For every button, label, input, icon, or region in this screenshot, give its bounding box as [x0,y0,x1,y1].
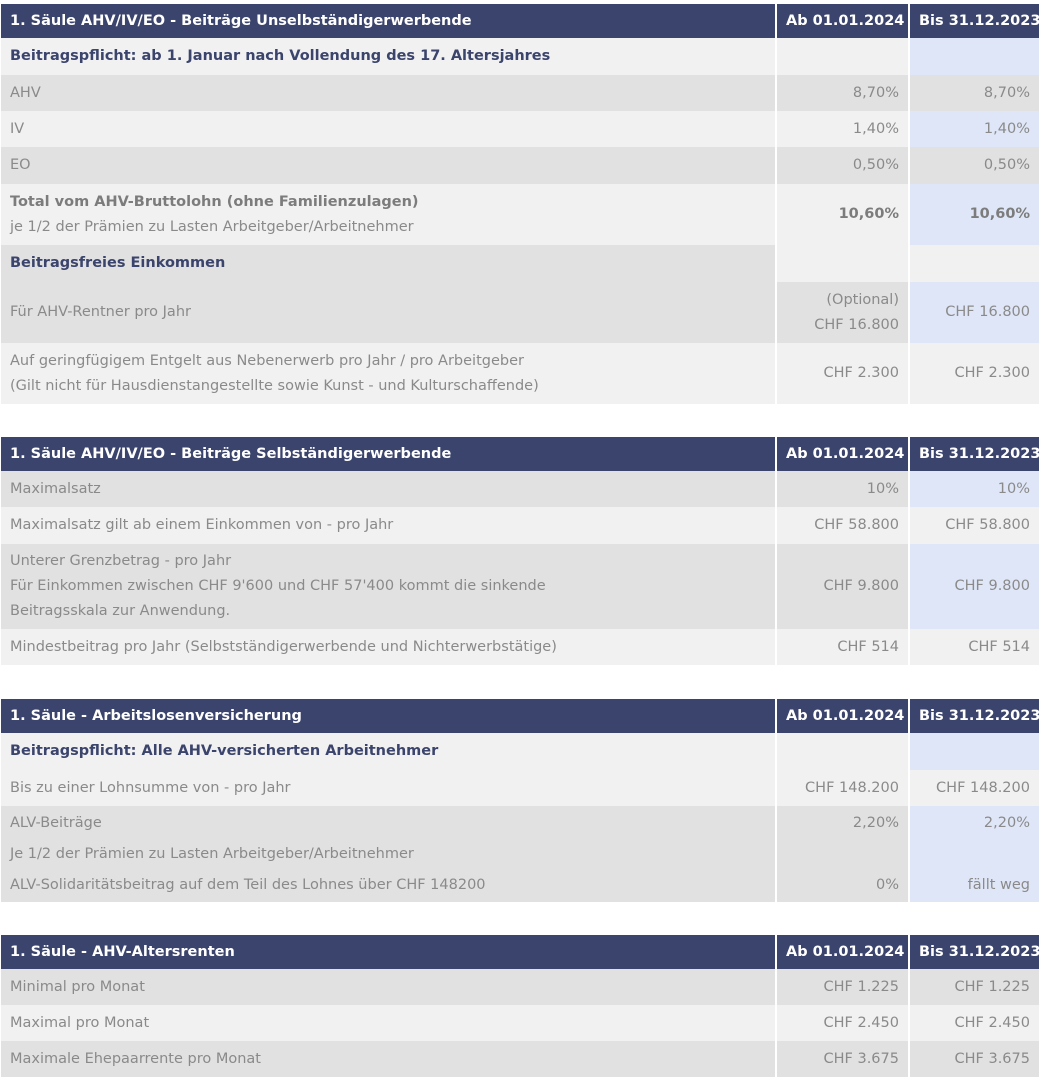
section-label: Beitragspflicht: Alle AHV-versicherten Arbeitnehmer [1,733,776,770]
table-row [1,111,1039,147]
value-line: 2,20% [983,814,1030,831]
table-row [1,733,1039,770]
table-title: 1. Säule AHV/IV/EO - Beiträge Selbständigerwerbende [1,437,776,471]
row-label-line: Auf geringfügigem Entgelt aus Nebenerwerb pro Jahr / pro Arbeitgeber [10,352,524,369]
value-from: 0,50% [776,147,909,184]
table-row [1,147,1039,184]
value-line: CHF 16.800 [814,316,899,333]
value-from: CHF 2.300 [776,343,909,404]
row-label: Mindestbeitrag pro Jahr (Selbstständigerwerbende und Nichterwerbstätige) [1,629,776,665]
table-row [1,343,1039,404]
value-until: CHF 514 [909,629,1039,665]
value-from [776,38,909,75]
table-row [1,282,1039,343]
value-from: CHF 58.800 [776,507,909,544]
row-label-line: je 1/2 der Prämien zu Lasten Arbeitgeber/Arbeitnehmer [10,218,414,235]
table-row [1,1041,1039,1077]
table-selbstaendig [1,437,1039,665]
row-label [1,184,776,245]
value-until: CHF 148.200 [909,770,1039,806]
value-until: CHF 16.800 [909,282,1039,343]
table-title: 1. Säule AHV/IV/EO - Beiträge Unselbständigerwerbende [1,4,776,38]
value-until [909,806,1039,902]
value-from: 8,70% [776,75,909,111]
row-label-line: Unterer Grenzbetrag - pro Jahr [10,553,232,569]
value-from: CHF 514 [776,629,909,665]
value-line: 2,20% [852,814,899,831]
row-label-line: Je 1/2 der Prämien zu Lasten Arbeitgeber/Arbeitnehmer [10,845,414,862]
table-title: 1. Säule - AHV-Altersrenten [1,935,776,969]
value-until: 8,70% [909,75,1039,111]
value-from [776,245,909,282]
table-row [1,245,1039,282]
table-header [1,699,1039,733]
table-header [1,437,1039,471]
spacer [0,665,1040,699]
table-row [1,38,1039,75]
value-until [909,733,1039,770]
spacer [0,902,1040,935]
table-row [1,544,1039,629]
table-altersrenten [1,935,1039,1077]
row-label [1,544,776,629]
value-from: 1,40% [776,111,909,147]
value-until: CHF 2.300 [909,343,1039,404]
table-header [1,935,1039,969]
value-until: CHF 1.225 [909,969,1039,1005]
column-header-from: Ab 01.01.2024 [776,935,909,969]
table-row [1,184,1039,245]
value-until: 1,40% [909,111,1039,147]
row-label: Maximalsatz [1,471,776,507]
row-label-line: Total vom AHV-Bruttolohn (ohne Familienzulagen) [10,193,419,210]
table-row [1,507,1039,544]
section-label: Beitragsfreies Einkommen [1,245,776,282]
value-from [776,733,909,770]
value-until: CHF 9.800 [909,544,1039,629]
value-from: 10,60% [776,184,909,245]
row-label: Minimal pro Monat [1,969,776,1005]
value-from: CHF 9.800 [776,544,909,629]
column-header-from: Ab 01.01.2024 [776,4,909,38]
table-row [1,75,1039,111]
table-unselbstaendig [1,4,1039,404]
row-label-line: (Gilt nicht für Hausdienstangestellte sowie Kunst - und Kulturschaffende) [10,377,539,394]
value-from: CHF 2.450 [776,1005,909,1041]
value-until [909,245,1039,282]
value-until [909,38,1039,75]
row-label-line: ALV-Beiträge [10,814,102,831]
row-label-line: Beitragsskala zur Anwendung. [10,603,231,619]
value-line: fällt weg [967,876,1030,893]
column-header-until: Bis 31.12.2023 [909,437,1039,471]
value-line: 0% [875,876,899,893]
row-label: Maximal pro Monat [1,1005,776,1041]
row-label-line: Für Einkommen zwischen CHF 9'600 und CHF 57'400 kommt die sinkende [10,578,546,594]
column-header-until: Bis 31.12.2023 [909,4,1039,38]
row-label: IV [1,111,776,147]
value-line: (Optional) [826,291,899,308]
column-header-from: Ab 01.01.2024 [776,437,909,471]
table-row [1,770,1039,806]
value-from [776,282,909,343]
row-label: Für AHV-Rentner pro Jahr [1,282,776,343]
table-title: 1. Säule - Arbeitslosenversicherung [1,699,776,733]
row-label: Maximale Ehepaarrente pro Monat [1,1041,776,1077]
column-header-until: Bis 31.12.2023 [909,699,1039,733]
row-label-line: ALV-Solidaritätsbeitrag auf dem Teil des Lohnes über CHF 148200 [10,876,486,893]
value-from [776,806,909,902]
value-line [786,839,899,870]
column-header-until: Bis 31.12.2023 [909,935,1039,969]
value-until: 0,50% [909,147,1039,184]
row-label [1,343,776,404]
table-row [1,806,1039,902]
row-label: AHV [1,75,776,111]
table-header [1,4,1039,38]
value-from: CHF 1.225 [776,969,909,1005]
column-header-from: Ab 01.01.2024 [776,699,909,733]
table-arbeitslosenversicherung [1,699,1039,902]
value-until: 10,60% [909,184,1039,245]
section-label: Beitragspflicht: ab 1. Januar nach Vollendung des 17. Altersjahres [1,38,776,75]
row-label: Bis zu einer Lohnsumme von - pro Jahr [1,770,776,806]
value-from: CHF 3.675 [776,1041,909,1077]
row-label [1,806,776,902]
value-from: 10% [776,471,909,507]
value-until: CHF 2.450 [909,1005,1039,1041]
value-line [919,839,1030,870]
value-from: CHF 148.200 [776,770,909,806]
row-label: EO [1,147,776,184]
table-row [1,1005,1039,1041]
spacer [0,404,1040,437]
table-row [1,471,1039,507]
value-until: CHF 58.800 [909,507,1039,544]
row-label: Maximalsatz gilt ab einem Einkommen von - pro Jahr [1,507,776,544]
value-until: CHF 3.675 [909,1041,1039,1077]
value-until: 10% [909,471,1039,507]
table-row [1,629,1039,665]
table-row [1,969,1039,1005]
